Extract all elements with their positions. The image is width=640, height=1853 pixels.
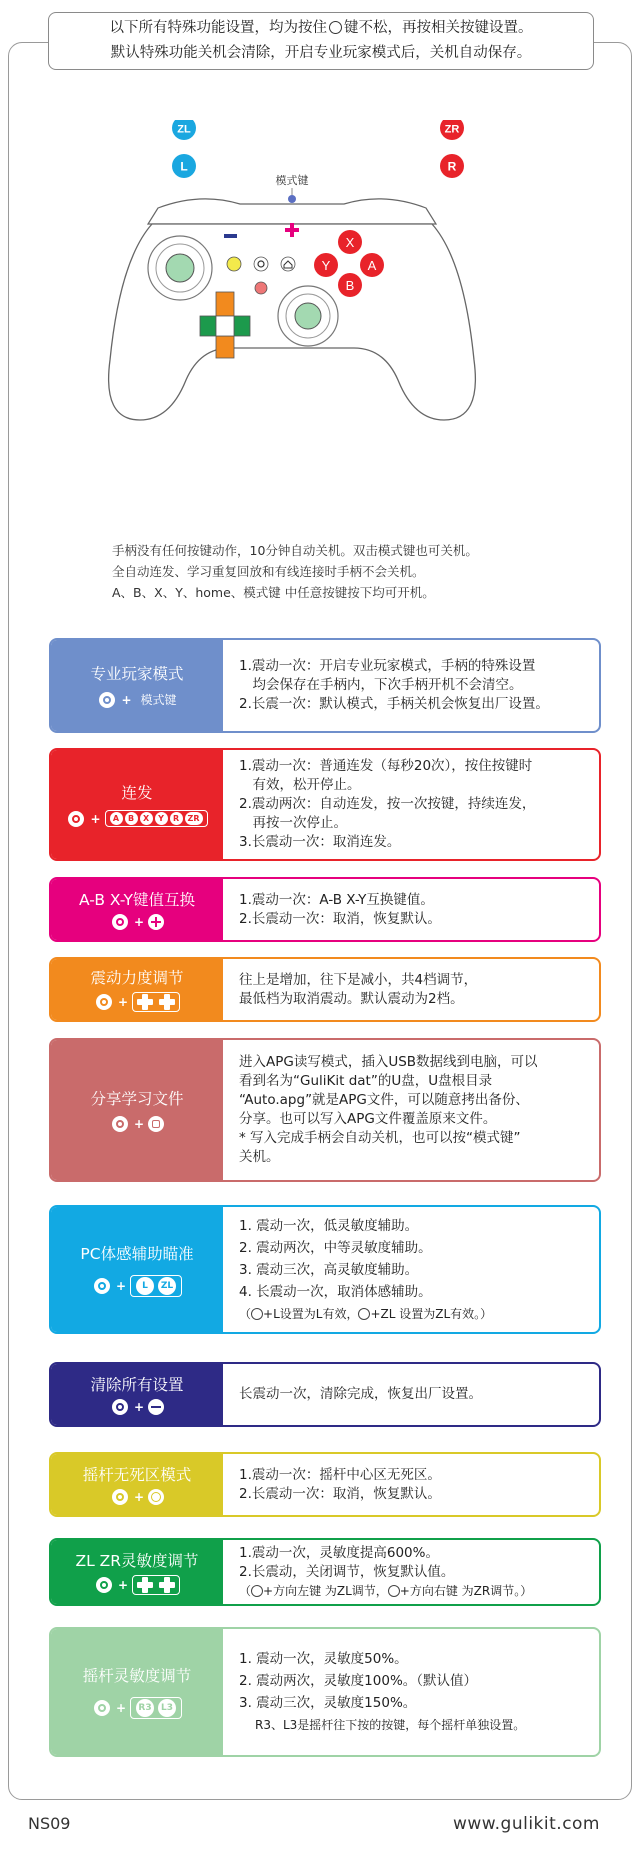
- shoulder-r-icon: [440, 154, 464, 178]
- card-line: 4. 长震动一次，取消体感辅助。: [239, 1283, 432, 1300]
- notice-line2: 默认特殊功能关机会清除，开启专业玩家模式后，关机自动保存。: [110, 45, 532, 61]
- card-line: 关机。: [239, 1149, 280, 1165]
- minus-button-icon: [148, 1399, 164, 1415]
- info-line: A、B、X、Y、home、模式键 中任意按键按下均可开机。: [112, 585, 435, 600]
- card-line: 2.长震动，关闭调节，恢复默认值。: [239, 1563, 455, 1580]
- card-no-deadzone: [49, 1452, 601, 1517]
- card-title: 摇杆无死区模式: [82, 1466, 192, 1484]
- key-r3-icon: R3: [136, 1699, 154, 1717]
- shoulder-zl-icon: [172, 120, 196, 140]
- card-line: 2.长震动一次：取消，恢复默认。: [239, 1485, 441, 1502]
- card-title: 震动力度调节: [90, 969, 184, 987]
- combo: +: [110, 1116, 164, 1132]
- card-line: 进入APG读写模式，插入USB数据线到电脑，可以: [239, 1054, 538, 1070]
- card-ab-xy-swap: [49, 877, 601, 942]
- left-stick-icon: [166, 254, 194, 282]
- capture-button-icon: [227, 257, 241, 271]
- info-line: 全自动连发、学习重复回放和有线连接时手柄不会关机。: [112, 564, 425, 579]
- mode-key-dot: [288, 195, 296, 203]
- turbo-icon: [94, 1700, 110, 1716]
- svg-text:ZL: ZL: [177, 123, 191, 136]
- turbo-icon: [99, 692, 115, 708]
- card-pc-aim-assist: [49, 1205, 601, 1334]
- card-title: ZL ZR灵敏度调节: [75, 1551, 199, 1570]
- notice-line1-a: 以下所有特殊功能设置，均为按住: [109, 20, 327, 36]
- card-line: 1.震动一次，灵敏度提高600%。: [239, 1544, 439, 1561]
- website-link[interactable]: www.gulikit.com: [452, 1814, 600, 1834]
- card-line: 均会保存在手柄内，下次手柄开机不会清空。: [239, 677, 523, 693]
- shoulder-zr-icon: [440, 120, 464, 140]
- turbo-button-icon: [254, 257, 268, 271]
- minus-button-icon: [224, 234, 237, 238]
- turbo-icon: [112, 1116, 128, 1132]
- turbo-icon: [112, 1489, 128, 1505]
- mode-button-icon: [255, 282, 267, 294]
- dpad-group: [132, 992, 180, 1012]
- turbo-button-icon: [148, 1489, 164, 1505]
- card-vibration: [49, 957, 601, 1022]
- card-line: * 写入完成手柄会自动关机，也可以按“模式键”: [239, 1130, 521, 1146]
- card-stick-sensitivity: [49, 1627, 601, 1757]
- turbo-icon: [96, 994, 112, 1010]
- key-b-icon: B: [125, 812, 138, 825]
- card-line: 3. 震动三次，高灵敏度辅助。: [239, 1261, 419, 1278]
- combo: +: [94, 1575, 180, 1595]
- card-line: 1.震动一次：开启专业玩家模式，手柄的特殊设置: [239, 658, 536, 674]
- card-line: 再按一次停止。: [239, 815, 347, 831]
- dpad-group: [132, 1575, 180, 1595]
- card-note: （ +方向左键 为ZL调节， +方向右键 为ZR调节。）: [239, 1583, 533, 1598]
- dpad-right-icon: [159, 1577, 175, 1593]
- svg-text:Y: Y: [321, 258, 331, 273]
- turbo-icon: [388, 1585, 400, 1597]
- turbo-icon: [68, 811, 84, 827]
- dpad-left-icon: [137, 1577, 153, 1593]
- card-note: R3、L3是摇杆往下按的按键，每个摇杆单独设置。: [255, 1718, 526, 1732]
- key-l3-icon: L3: [158, 1699, 176, 1717]
- card-line: 2. 震动两次，灵敏度100%。（默认值）: [239, 1673, 478, 1689]
- card-zl-zr-sensitivity: [49, 1538, 601, 1606]
- combo: + A B X Y R ZR: [66, 810, 207, 827]
- card-line: 有效，松开停止。: [239, 777, 361, 793]
- mode-key-label: 模式键: [275, 174, 309, 187]
- card-line: 3.长震动一次：取消连发。: [239, 834, 401, 850]
- key-x-icon: X: [140, 812, 153, 825]
- card-title: A-B X-Y键值互换: [79, 891, 195, 909]
- combo: + 模式键: [97, 691, 176, 708]
- card-line: 往上是增加，往下是减小，共4档调节，: [239, 971, 478, 988]
- dpad-down-icon: [159, 994, 175, 1010]
- svg-text:X: X: [345, 235, 355, 250]
- svg-text:B: B: [345, 278, 355, 293]
- combo: + L ZL: [92, 1275, 182, 1297]
- mode-key-tag: 模式键: [140, 693, 177, 707]
- card-line: 1.震动一次：A-B X-Y互换键值。: [239, 891, 434, 908]
- plus-button-icon: [148, 914, 164, 930]
- svg-text:L: L: [180, 159, 188, 174]
- card-pro-mode: [49, 638, 601, 733]
- card-share-file: [49, 1038, 601, 1182]
- notice-line1-b: 键不松，再按相关按键设置。: [344, 20, 533, 36]
- dpad-up-icon: [137, 994, 153, 1010]
- svg-text:A: A: [367, 258, 377, 273]
- combo: +: [110, 914, 164, 930]
- turbo-icon: [358, 1308, 370, 1320]
- key-group: [130, 1697, 182, 1719]
- turbo-icon: [251, 1308, 263, 1320]
- key-group: [105, 810, 208, 827]
- card-title: 专业玩家模式: [90, 665, 184, 683]
- card-line: 看到名为“GuliKit dat”的U盘，U盘根目录: [239, 1073, 493, 1089]
- button-y-icon: [314, 253, 338, 277]
- button-b-icon: [338, 273, 362, 297]
- notice-box: [48, 12, 594, 70]
- turbo-icon: [96, 1577, 112, 1593]
- info-text: [112, 540, 552, 603]
- info-line: 手柄没有任何按键动作，10分钟自动关机。双击模式键也可关机。: [112, 543, 478, 558]
- card-line: 1. 震动一次，低灵敏度辅助。: [239, 1217, 419, 1234]
- turbo-icon: [94, 1278, 110, 1294]
- card-line: 2.震动两次：自动连发，按一次按键，持续连发，: [239, 796, 536, 812]
- model-number: NS09: [28, 1814, 71, 1833]
- card-line: 2.长震动一次：取消，恢复默认。: [239, 910, 441, 927]
- capture-button-icon: [148, 1116, 164, 1132]
- key-zl-icon: ZL: [158, 1277, 176, 1295]
- card-clear-settings: [49, 1362, 601, 1427]
- turbo-icon: [112, 1399, 128, 1415]
- card-line: 1.震动一次：摇杆中心区无死区。: [239, 1466, 441, 1483]
- key-a-icon: A: [110, 812, 123, 825]
- combo: +: [110, 1399, 164, 1415]
- svg-text:ZR: ZR: [444, 123, 460, 136]
- button-a-icon: [360, 253, 384, 277]
- card-line: 1. 震动一次，灵敏度50%。: [239, 1651, 408, 1667]
- turbo-icon: [251, 1585, 263, 1597]
- card-title: 清除所有设置: [90, 1376, 184, 1394]
- card-line: 最低档为取消震动。默认震动为2档。: [239, 990, 464, 1007]
- turbo-icon: [112, 914, 128, 930]
- card-title: PC体感辅助瞄准: [80, 1244, 194, 1263]
- card-line: 长震动一次，清除完成，恢复出厂设置。: [239, 1386, 482, 1402]
- button-x-icon: [338, 230, 362, 254]
- card-line: 分享。也可以写入APG文件覆盖原来文件。: [239, 1111, 497, 1127]
- card-title: 摇杆灵敏度调节: [82, 1667, 192, 1685]
- card-line: “Auto.apg”就是APG文件，可以随意拷出备份、: [239, 1092, 529, 1108]
- right-stick-icon: [295, 303, 321, 329]
- combo: +: [94, 992, 180, 1012]
- card-line: 3. 震动三次，灵敏度150%。: [239, 1695, 417, 1711]
- card-title: 分享学习文件: [90, 1090, 184, 1108]
- combo: + R3 L3: [92, 1697, 182, 1719]
- card-turbo: [49, 748, 601, 861]
- controller-illustration: [100, 120, 540, 500]
- svg-text:R: R: [447, 159, 457, 174]
- card-line: 2.长震一次：默认模式，手柄关机会恢复出厂设置。: [239, 696, 549, 712]
- card-note: （ +L设置为L有效， +ZL 设置为ZL有效。）: [239, 1306, 493, 1321]
- home-button-icon: [281, 257, 295, 271]
- combo: +: [110, 1489, 164, 1505]
- key-group: [130, 1275, 182, 1297]
- key-zr-icon: ZR: [185, 812, 203, 825]
- shoulder-l-icon: [172, 154, 196, 178]
- key-r-icon: R: [170, 812, 183, 825]
- card-line: 1.震动一次：普通连发（每秒20次），按住按键时: [239, 758, 533, 774]
- gear-icon: [329, 21, 342, 34]
- card-line: 2. 震动两次，中等灵敏度辅助。: [239, 1239, 432, 1256]
- card-title: 连发: [121, 784, 153, 802]
- key-l-icon: L: [136, 1277, 154, 1295]
- key-y-icon: Y: [155, 812, 168, 825]
